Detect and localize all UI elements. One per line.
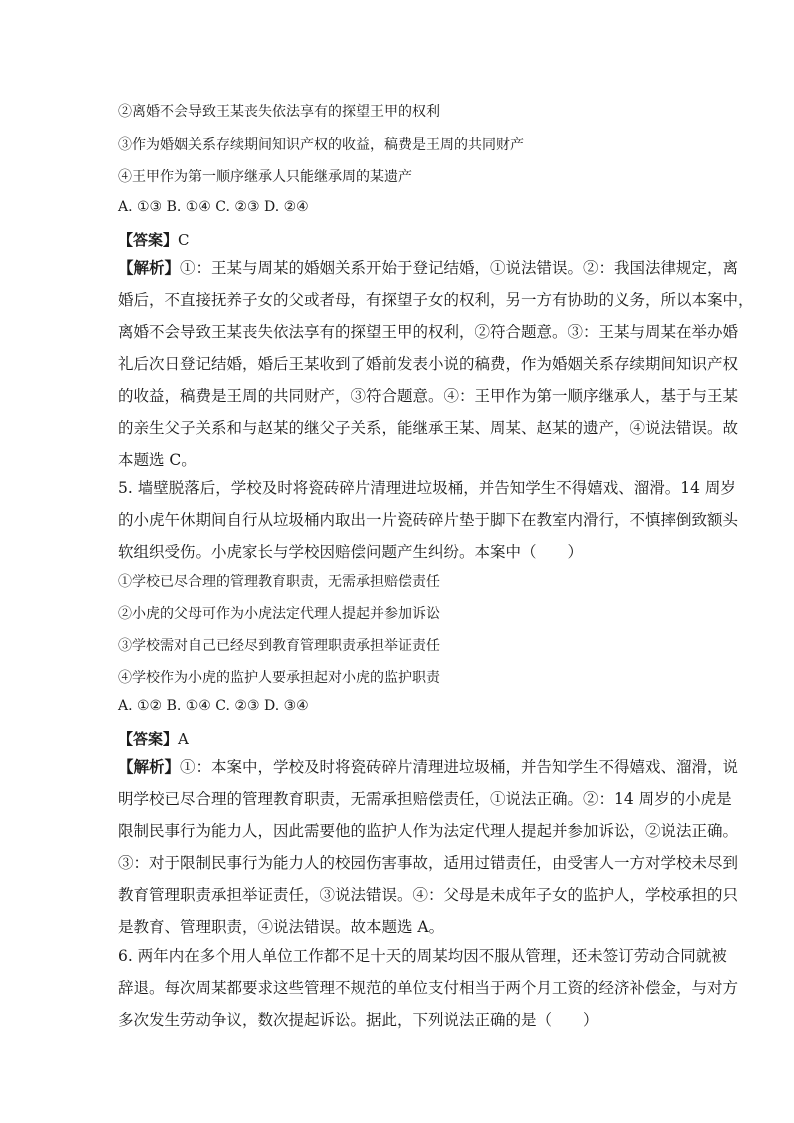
stem-line: 多次发生劳动争议，数次提起诉讼。据此，下列说法正确的是（ ） <box>118 1011 599 1029</box>
q6-stem <box>118 940 739 1036</box>
answer-label: 【答案】 <box>118 730 179 748</box>
answer-value: A <box>178 730 189 748</box>
q4-choices: A. ①③ B. ①④ C. ②③ D. ②④ <box>118 199 309 215</box>
answer-value: C <box>178 231 190 249</box>
analysis-line: 的收益，稿费是王周的共同财产，③符合题意。④：王甲作为第一顺序继承人，基于与王某 <box>118 387 739 405</box>
analysis-line: 本题选 C。 <box>118 451 197 469</box>
analysis-line: 【解析】①：王某与周某的婚姻关系开始于登记结婚，①说法错误。②：我国法律规定，离 <box>118 258 739 277</box>
analysis-line: 离婚不会导致王某丧失依法享有的探望王甲的权利，②符合题意。③：王某与周某在举办婚 <box>118 323 739 341</box>
analysis-line: 【解析】①：本案中，学校及时将瓷砖碎片清理进垃圾桶，并告知学生不得嬉戏、溜滑，说 <box>118 757 739 776</box>
analysis-line: 明学校已尽合理的管理教育职责，无需承担赔偿责任，①说法正确。②：14 周岁的小虎是 <box>118 790 732 808</box>
q5-stem <box>118 472 739 568</box>
stem-line: 软组织受伤。小虎家长与学校因赔偿问题产生纠纷。本案中（ ） <box>118 543 584 561</box>
q5-analysis <box>118 751 739 943</box>
q4-option-2: ②离婚不会导致王某丧失依法享有的探望王甲的权利 <box>118 104 440 120</box>
analysis-line: 教育管理职责承担举证责任，③说法错误。④：父母是未成年子女的监护人，学校承担的只 <box>118 886 739 904</box>
q5-option-2: ②小虎的父母可作为小虎法定代理人提起并参加诉讼 <box>118 606 440 622</box>
q4-answer <box>118 229 190 250</box>
q4-option-4: ④王甲作为第一顺序继承人只能继承周的某遗产 <box>118 169 412 185</box>
answer-label: 【答案】 <box>118 231 179 249</box>
q5-choices: A. ①② B. ①④ C. ②③ D. ③④ <box>118 698 309 714</box>
q4-option-3: ③作为婚姻关系存续期间知识产权的收益，稿费是王周的共同财产 <box>118 137 524 153</box>
analysis-line: 限制民事行为能力人，因此需要他的监护人作为法定代理人提起并参加诉讼，②说法正确。 <box>118 822 739 840</box>
q5-option-3: ③学校需对自己已经尽到教育管理职责承担举证责任 <box>118 638 440 654</box>
q4-analysis <box>118 252 754 476</box>
q5-option-1: ①学校已尽合理的管理教育职责，无需承担赔偿责任 <box>118 574 440 590</box>
analysis-line: 礼后次日登记结婚，婚后王某收到了婚前发表小说的稿费，作为婚姻关系存续期间知识产权 <box>118 355 739 373</box>
stem-line: 6. 两年内在多个用人单位工作都不足十天的周某均因不服从管理，还未签订劳动合同就被 <box>118 947 727 965</box>
stem-line: 5. 墙壁脱落后，学校及时将瓷砖碎片清理进垃圾桶，并告知学生不得嬉戏、溜滑。14 周岁 <box>118 479 736 497</box>
stem-line: 辞退。每次周某都要求这些管理不规范的单位支付相当于两个月工资的经济补偿金，与对方 <box>118 979 739 997</box>
q5-option-4: ④学校作为小虎的监护人要承担起对小虎的监护职责 <box>118 670 440 686</box>
analysis-label: 【解析】 <box>118 757 181 776</box>
stem-line: 的小虎午休期间自行从垃圾桶内取出一片瓷砖碎片垫于脚下在教室内滑行，不慎摔倒致额头 <box>118 511 739 529</box>
analysis-line: ③：对于限制民事行为能力人的校园伤害事故，适用过错责任，由受害人一方对学校未尽到 <box>118 854 739 872</box>
analysis-label: 【解析】 <box>118 258 181 277</box>
analysis-line: 是教育、管理职责，④说法错误。故本题选 A。 <box>118 918 445 936</box>
analysis-line: 婚后，不直接抚养子女的父或者母，有探望子女的权利，另一方有协助的义务，所以本案中， <box>118 291 754 309</box>
q5-answer <box>118 728 189 749</box>
analysis-line: 的亲生父子关系和与赵某的继父子关系，能继承王某、周某、赵某的遗产，④说法错误。故 <box>118 419 739 437</box>
